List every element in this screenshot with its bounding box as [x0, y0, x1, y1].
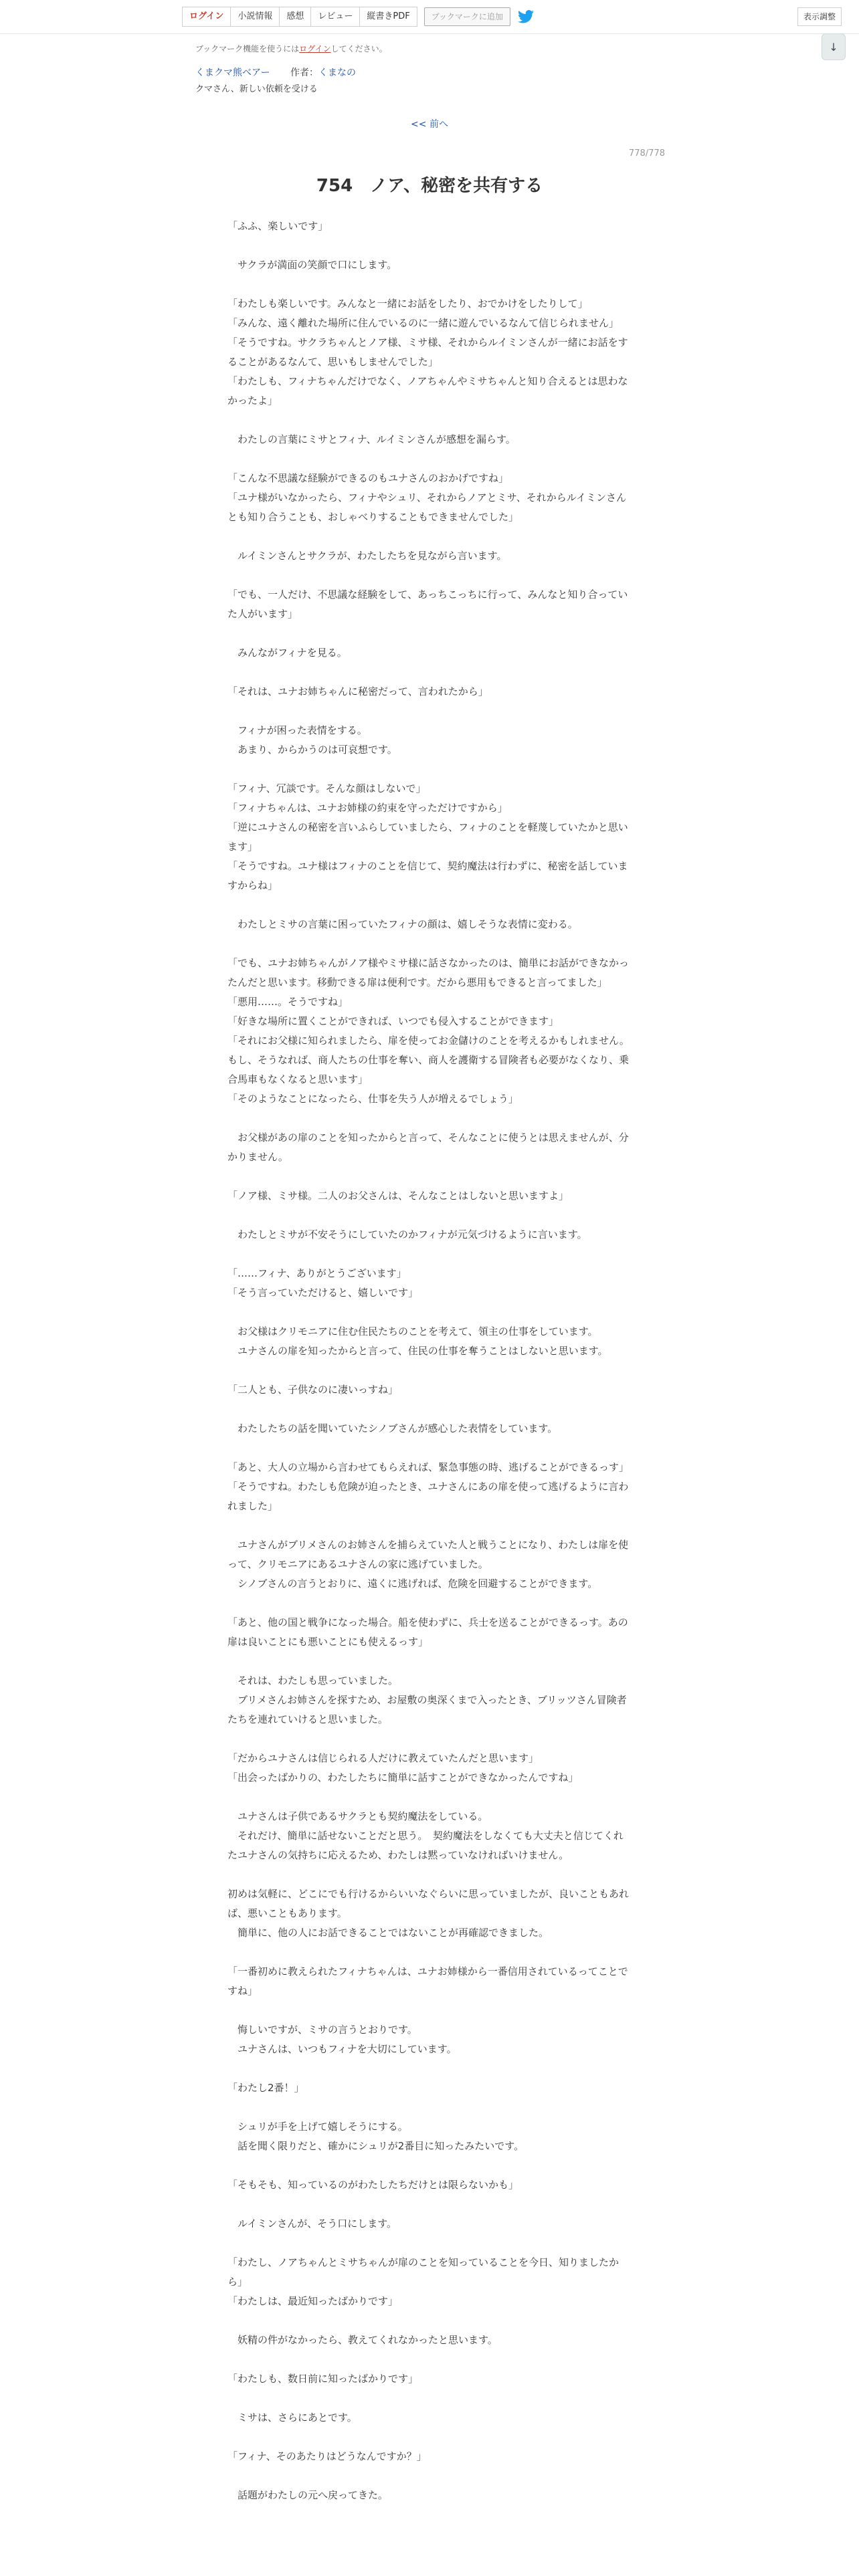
body-paragraph: 「ふふ、楽しいです」	[227, 220, 328, 232]
body-paragraph: 「悪用……。そうですね」	[227, 996, 349, 1008]
body-paragraph: 「好きな場所に置くことができれば、いつでも侵入することができます」	[227, 1015, 559, 1027]
body-paragraph: ユナさんは、いつもフィナを大切にしています。	[227, 2043, 457, 2055]
nav-vertical-pdf-link[interactable]: 縦書きPDF	[360, 7, 417, 27]
page-count: 778/778	[629, 148, 666, 158]
body-paragraph: 「みんな、遠く離れた場所に住んでいるのに一緒に遊んでいるなんて信じられません」	[227, 317, 619, 329]
body-paragraph: 「わたしも、数日前に知ったばかりです」	[227, 2373, 419, 2385]
add-bookmark-button[interactable]: ブックマークに追加	[424, 7, 510, 26]
nav-impressions-link[interactable]: 感想	[280, 7, 311, 27]
body-paragraph: 「そうですね。ユナ様はフィナのことを信じて、契約魔法は行わずに、秘密を話していますからね」	[227, 860, 628, 891]
body-paragraph: ミサは、さらにあとです。	[227, 2411, 357, 2424]
body-paragraph: わたしの言葉にミサとフィナ、ルイミンさんが感想を漏らす。	[227, 433, 516, 445]
body-paragraph: わたしたちの話を聞いていたシノブさんが感心した表情をしています。	[227, 1422, 558, 1434]
body-paragraph: お父様はクリモニアに住む住民たちのことを考えて、領主の仕事をしています。	[227, 1325, 598, 1337]
nav-novel-info-link[interactable]: 小説情報	[231, 7, 280, 27]
body-paragraph: 「そもそも、知っているのがわたしたちだけとは限らないかも」	[227, 2179, 519, 2191]
body-paragraph: 初めは気軽に、どこにでも行けるからいいなぐらいに思っていましたが、良いこともあれば、悪いこともあります。	[227, 1888, 630, 1919]
top-bar	[0, 0, 859, 34]
body-paragraph: 「そうですね。わたしも危険が迫ったとき、ユナさんにあの扉を使って逃げるように言われました」	[227, 1481, 629, 1512]
body-paragraph: わたしとミサの言葉に困っていたフィナの顔は、嬉しそうな表情に変わる。	[227, 918, 578, 930]
body-paragraph: ブリメさんお姉さんを探すため、お屋敷の奥深くまで入ったとき、ブリッツさん冒険者たちを連れていけると思いました。	[227, 1694, 627, 1725]
body-paragraph: 「フィナ、冗談です。そんな顔はしないで」	[227, 782, 426, 794]
body-paragraph: サクラが満面の笑顔で口にします。	[227, 259, 397, 271]
series-info	[195, 66, 356, 79]
body-paragraph: 「わたしも、フィナちゃんだけでなく、ノアちゃんやミサちゃんと知り合えるとは思わなかったよ」	[227, 375, 628, 407]
body-paragraph: ルイミンさんとサクラが、わたしたちを見ながら言います。	[227, 550, 507, 562]
notice-login-link[interactable]: ログイン	[299, 44, 331, 53]
login-notice	[195, 43, 387, 54]
body-paragraph: 「そうですね。サクラちゃんとノア様、ミサ様、それからルイミンさんが一緒にお話をすることがあるなんて、思いもしませんでした」	[227, 336, 628, 368]
body-paragraph: シノブさんの言うとおりに、遠くに逃げれば、危険を回避することができます。	[227, 1578, 598, 1590]
body-paragraph: それは、わたしも思っていました。	[227, 1675, 399, 1687]
body-paragraph: フィナが困った表情をする。	[227, 724, 367, 736]
body-paragraph: ユナさんがブリメさんのお姉さんを捕らえていた人と戦うことになり、わたしは扉を使って、クリモニアにあるユナさんの家に逃げていました。	[227, 1539, 629, 1570]
body-paragraph: 悔しいですが、ミサの言うとおりです。	[227, 2024, 417, 2036]
body-paragraph: 簡単に、他の人にお話できることではないことが再確認できました。	[227, 1927, 549, 1939]
body-paragraph: 「わたし2番！」	[227, 2082, 304, 2094]
scroll-down-button[interactable]	[822, 33, 846, 60]
body-paragraph: 「こんな不思議な経験ができるのもユナさんのおかげですね」	[227, 472, 509, 484]
body-paragraph: 「ノア様、ミサ様。二人のお父さんは、そんなことはしないと思いますよ」	[227, 1190, 569, 1202]
body-paragraph: 「出会ったばかりの、わたしたちに簡単に話すことができなかったんですね」	[227, 1772, 579, 1784]
body-paragraph: ルイミンさんが、そう口にします。	[227, 2218, 397, 2230]
body-paragraph: 「それにお父様に知られましたら、扉を使ってお金儲けのことを考えるかもしれません。もし、そうなれば、商人たちの仕事を奪い、商人を護衛する冒険者も必要がなくなり、乗合馬車もなくなると思います」	[227, 1035, 630, 1085]
body-paragraph: あまり、からかうのは可哀想です。	[227, 744, 397, 756]
body-paragraph: 「そのようなことになったら、仕事を失う人が増えるでしょう」	[227, 1093, 518, 1105]
body-paragraph: 「逆にユナさんの秘密を言いふらしていましたら、フィナのことを軽蔑していたかと思います」	[227, 821, 628, 853]
body-paragraph: 「わたしは、最近知ったばかりです」	[227, 2295, 399, 2307]
display-settings-button[interactable]: 表示調整	[797, 7, 842, 26]
body-paragraph: それだけ、簡単に話せないことだと思う。 契約魔法をしなくても大丈夫と信じてくれたユナさんの気持ちに応えるため、わたしは黙っていなければいけません。	[227, 1830, 624, 1861]
notice-text-after: してください。	[330, 44, 387, 53]
author-link[interactable]: くまなの	[318, 68, 357, 78]
nav-login-link[interactable]: ログイン	[182, 7, 231, 27]
body-paragraph: 話を聞く限りだと、確かにシュリが2番目に知ったみたいです。	[227, 2140, 524, 2152]
body-paragraph: シュリが手を上げて嬉しそうにする。	[227, 2121, 408, 2133]
body-paragraph: お父様があの扉のことを知ったからと言って、そんなことに使うとは思えませんが、分かりません。	[227, 1132, 629, 1163]
body-paragraph: 「フィナ、そのあたりはどうなんですか？」	[227, 2450, 427, 2462]
body-paragraph: 「ユナ様がいなかったら、フィナやシュリ、それからノアとミサ、それからルイミンさんとも知り合うことも、おしゃべりすることもできませんでした」	[227, 492, 626, 523]
body-paragraph: 「……フィナ、ありがとうございます」	[227, 1267, 407, 1279]
body-paragraph: 「フィナちゃんは、ユナお姉様の約束を守っただけですから」	[227, 802, 508, 814]
arrow-down-icon: ↓	[829, 40, 838, 53]
body-paragraph: 「だからユナさんは信じられる人だけに教えていたんだと思います」	[227, 1752, 539, 1764]
body-paragraph: 「あと、他の国と戦争になった場合。船を使わずに、兵士を送ることができるっす。あの扉は良いことにも悪いことにも使えるっす」	[227, 1616, 628, 1648]
body-paragraph: 話題がわたしの元へ戻ってきた。	[227, 2489, 389, 2501]
top-nav	[182, 7, 535, 27]
body-paragraph: 「わたしも楽しいです。みんなと一緒にお話をしたり、おでかけをしたりして」	[227, 298, 588, 310]
body-paragraph: 「一番初めに教えられたフィナちゃんは、ユナお姉様から一番信用されているってことですね」	[227, 1965, 628, 1997]
body-paragraph: 「でも、ユナお姉ちゃんがノア様やミサ様に話さなかったのは、簡単にお話ができなかったんだと思います。移動できる扉は便利です。だから悪用もできると言ってました」	[227, 957, 630, 988]
body-paragraph: 「でも、一人だけ、不思議な経験をして、あっちこっちに行って、みんなと知り合っていた人がいます」	[227, 588, 628, 620]
chapter-title: 754 ノア、秘密を共有する	[316, 176, 543, 196]
prev-chapter-link	[0, 117, 859, 130]
prev-link-text[interactable]: << 前へ	[411, 119, 448, 130]
author-label: 作者：	[290, 68, 319, 78]
nav-review-link[interactable]: レビュー	[311, 7, 360, 27]
twitter-icon[interactable]	[517, 8, 535, 25]
novel-body	[227, 217, 632, 2505]
body-paragraph: ユナさんは子供であるサクラとも契約魔法をしている。	[227, 1810, 488, 1822]
body-paragraph: 「わたし、ノアちゃんとミサちゃんが扉のことを知っていることを今日、知りましたから」	[227, 2256, 619, 2288]
chapter-group-title: クマさん、新しい依頼を受ける	[195, 84, 318, 94]
body-paragraph: 「二人とも、子供なのに凄いっすね」	[227, 1384, 399, 1396]
body-paragraph: 「そう言っていただけると、嬉しいです」	[227, 1287, 419, 1299]
body-paragraph: 「それは、ユナお姉ちゃんに秘密だって、言われたから」	[227, 685, 488, 697]
body-paragraph: ユナさんの扉を知ったからと言って、住民の仕事を奪うことはしないと思います。	[227, 1345, 608, 1357]
series-title-link[interactable]: くまクマ熊ベアー	[195, 68, 270, 78]
body-paragraph: わたしとミサが不安そうにしていたのかフィナが元気づけるように言います。	[227, 1228, 587, 1241]
body-paragraph: 「あと、大人の立場から言わせてもらえれば、緊急事態の時、逃げることができるっす」	[227, 1461, 630, 1473]
body-paragraph: 妖精の件がなかったら、教えてくれなかったと思います。	[227, 2334, 498, 2346]
body-paragraph: みんながフィナを見る。	[227, 647, 347, 659]
notice-text-before: ブックマーク機能を使うには	[195, 44, 300, 53]
